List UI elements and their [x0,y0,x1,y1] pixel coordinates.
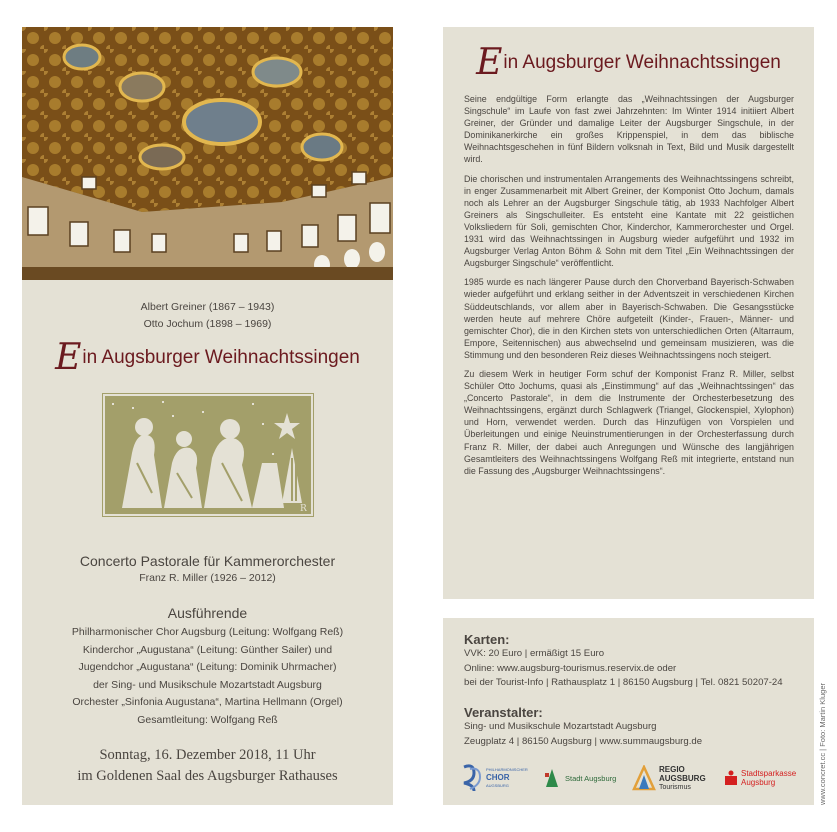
regio-augsburg-logo [632,761,722,795]
chor-logo [460,761,538,795]
organizer-block [464,705,804,749]
regio-line-2: AUGSBURG [659,773,706,783]
composer-jochum: Otto Jochum (1898 – 1969) [143,318,272,330]
event-date [22,745,393,787]
chor-logo-icon [460,763,484,793]
pine-cone-icon [542,767,562,789]
stadt-augsburg-text: Stadt Augsburg [565,773,617,783]
regio-logo-icon [632,765,656,791]
title-initial: E [55,337,82,378]
photo-credit: www.concret.cc | Foto: Martin Kluger [818,683,827,805]
concerto-composer: Franz R. Miller (1926 – 2012) [139,572,276,584]
paragraph: Die chorischen und instrumentalen Arrangements des Weihnachtssingens schreibt, in enger Zusammenarbeit mit Albert Greiner, der Komponist Otto Jochum, damals noch als Lehrer an der Augsburger Singschule tätig, ab 1933 Nachfolger Albert Greiners als Singschulleiter. Es entsteht eine Kantate mit 22 geistlichen Volksliedern für Soli, gemischten Chor, Kinderchor, Kammerorchester und Orgel. 1931 wird das Weihnachtssingen in Augsburg wieder aufgeführt und 1932 im Augsburger Verlag Anton Böhm & Sohn mit dem Titel „Ein Weihnachtssingen der Augsburger Singschule“ veröffentlicht. [464,173,794,269]
front-title [22,337,393,378]
composer-greiner: Albert Greiner (1867 – 1943) [140,301,275,313]
tickets-heading: Karten: [464,632,510,647]
performers-heading: Ausführende [167,605,248,621]
organizer-address: Zeugplatz 4 | 86150 Augsburg | www.summaugsburg.de [464,735,703,747]
sparkasse-icon [724,770,738,786]
tickets-block [464,632,804,691]
history-text [464,93,794,484]
performer-line: Orchester „Sinfonia Augustana“, Martina Hellmann (Orgel) [72,696,343,708]
tickets-online: Online: www.augsburg-tourismus.reservix.de oder [464,662,677,674]
performer-line: Gesamtleitung: Wolfgang Reß [137,713,278,726]
golden-hall-photo [22,27,393,280]
performer-line: Kinderchor „Augustana“ (Leitung: Günther Sailer) und [82,643,333,656]
venue-line: im Goldenen Saal des Augsburger Rathauses [77,768,338,784]
paragraph: Zu diesem Werk in heutiger Form schuf der Komponist Franz R. Miller, selbst Schüler Otto Jochums, quasi als „Einstimmung“ auf das „Weihnachtssingen“ das „Concerto Pastorale“, in dem die Instrumente der Orchesterbesetzung des Weihnachtssingens, ergänzt durch Schlagwerk (Triangel, Glockenspiel, Xylophon) und Horn, verwendet werden. Durch das Hinzufügen von Vorspielen und Überleitungen und einige Neuinstrumentierungen in der Orchesterfassung durch Franz R. Miller, der dabei auch Anregungen und Wünsche des langjährigen Gesamtleiters des Weihnachtssingens Wolfgang Reß mit integrierte, entstand nun die Fassung des „Augsburger Weihnachtssingens“. [464,368,794,476]
stadt-augsburg-logo [542,761,622,795]
chor-logo-sub: AUGSBURG [486,783,509,788]
text-panel [443,27,814,599]
date-line: Sonntag, 16. Dezember 2018, 11 Uhr [99,747,316,763]
sparkasse-line-2: Augsburg [741,778,776,787]
sparkasse-line-1: Stadtsparkasse [741,769,797,778]
performer-line: Jugendchor „Augustana“ (Leitung: Dominik Uhrmacher) [78,661,337,673]
sponsor-logos [460,761,800,795]
regio-line-1: REGIO [659,764,685,774]
chor-logo-top: PHILHARMONISCHER [486,767,528,772]
performer-line: der Sing- und Musikschule Mozartstadt Augsburg [93,678,322,691]
organizer-name: Sing- und Musikschule Mozartstadt Augsburg [464,721,657,732]
title-initial: E [476,42,503,83]
text-panel-title [443,42,814,83]
tickets-office: bei der Tourist-Info | Rathausplatz 1 | 86150 Augsburg | Tel. 0821 50207-24 [464,677,783,688]
performer-line: Philharmonischer Chor Augsburg (Leitung: Wolfgang Reß) [71,626,344,638]
stadtsparkasse-logo [724,761,804,795]
concerto-title: Concerto Pastorale für Kammerorchester [79,553,336,569]
composer-names [22,299,393,333]
paragraph: 1985 wurde es nach längerer Pause durch den Chorverband Bayerisch-Schwaben wieder aufgeführt und erklang seither in der Adventszeit in verschiedenen Kirchen Süddeutschlands, vor allem aber in Bayerisch-Schwaben. Die Gesangsstücke werden heute auf mehrere Chöre aufgeteilt (Kinder-, Frauen-, Männer- und gemischter Chor), die in den Kirchen stets von unterschiedlichen Orten (Altarraum, Empore, Seitennischen) aus abwechselnd und gemeinsam musizieren, was die Stimmung und den besonderen Reiz dieses Weihnachtssingens noch steigert. [464,277,794,360]
regio-line-3: Tourismus [659,783,691,791]
title-text: in Augsburger Weihnachtssingen [503,52,781,73]
organizer-heading: Veranstalter: [464,705,543,720]
paragraph: Seine endgültige Form erlangte das „Weihnachtssingen der Augsburger Singschule“ im Laufe von fast zwei Jahrzehnten: Im Winter 1914 initiiert Albert Greiner, der Gründer und damalige Leiter der Augsburger Singschule, in der Dominikanerkirche ein großes Krippenspiel, in dem das biblische Weihnachtsgeschehen in fünf Bildern volksnah in Text, Bild und Musik dargestellt wird. [464,94,794,165]
nativity-woodcut [102,393,314,517]
chor-logo-main: CHOR [486,773,510,782]
tickets-price: VVK: 20 Euro | ermäßigt 15 Euro [464,648,605,659]
front-panel [22,27,393,805]
performers-block [22,605,393,729]
concerto-block [22,553,393,584]
info-panel [443,618,814,805]
woodcut-signature: R [300,504,307,514]
title-text: in Augsburger Weihnachtssingen [82,347,360,368]
